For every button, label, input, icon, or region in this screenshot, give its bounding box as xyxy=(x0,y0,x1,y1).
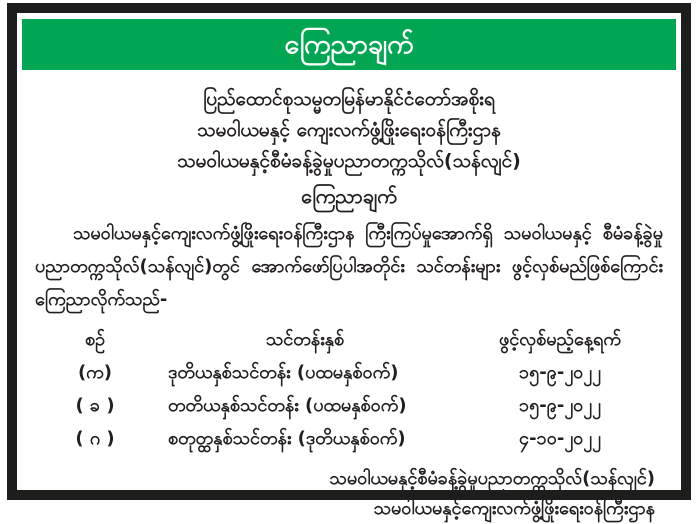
column-header-date: ဖွင့်လှစ်မည့်နေ့ရက် xyxy=(499,329,621,350)
table-row-serial: ( ဂ ) xyxy=(75,428,115,449)
table-row-course: တတိယနှစ်သင်တန်း (ပထမနှစ်ဝက်) xyxy=(168,395,407,416)
announcement-paragraph: သမဝါယမနှင့်ကျေးလက်ဖွံ့ဖြိုးရေးဝန်ကြီးဌာန ကြီးကြပ်မှုအောက်ရှိ သမဝါယမနှင့် စီမံခန့်ခွဲမှုပညာတက္ကသိုလ်(သန်လျင်)တွင် အောက်ဖော်ပြပါအတိုင်း သင်တန်းများ ဖွင့်လှစ်မည်ဖြစ်ကြောင်း ကြေညာလိုက်သည်- xyxy=(35,223,663,310)
announcement-subheading: ကြေညာချက် xyxy=(301,184,397,208)
table-row-serial: (က) xyxy=(77,362,113,383)
table-row-course: စတုတ္ထနှစ်သင်တန်း (ဒုတိယနှစ်ဝက်) xyxy=(168,428,406,449)
column-header-course: သင်တန်းနှစ် xyxy=(265,329,345,350)
signature-ministry-line: သမဝါယမနှင့်ကျေးလက်ဖွံ့ဖြိုးရေးဝန်ကြီးဌာန xyxy=(373,498,655,519)
course-schedule-table xyxy=(40,324,681,454)
university-line: သမဝါယမနှင့်စီမံခန့်ခွဲမှုပညာတက္ကသိုလ်(သန်လျင်) xyxy=(177,150,521,172)
column-header-serial: စဉ် xyxy=(84,329,106,350)
document-header xyxy=(17,84,681,177)
ministry-line: သမဝါယမနှင့် ကျေးလက်ဖွံ့ဖြိုးရေးဝန်ကြီးဌာန xyxy=(197,119,501,141)
table-row-date: ၁၅-၉-၂၀၂၂ xyxy=(519,362,601,383)
table-row-date: ၁၅-၉-၂၀၂၂ xyxy=(519,395,601,416)
table-row-serial: ( ခ ) xyxy=(75,395,115,416)
government-line: ပြည်ထောင်စုသမ္မတမြန်မာနိုင်ငံတော်အစိုးရ xyxy=(203,88,495,110)
document-frame xyxy=(7,3,691,519)
announcement-banner xyxy=(22,19,676,70)
signature-university-line: သမဝါယမနှင့်စီမံခန့်ခွဲမှုပညာတက္ကသိုလ်(သန်လျင်) xyxy=(329,468,655,489)
table-row-date: ၄-၁၀-၂၀၂၂ xyxy=(519,428,601,449)
table-row-course: ဒုတိယနှစ်သင်တန်း (ပထမနှစ်ဝက်) xyxy=(168,362,399,383)
banner-title: ကြေညာချက် xyxy=(284,29,414,60)
signature-block xyxy=(17,464,655,524)
